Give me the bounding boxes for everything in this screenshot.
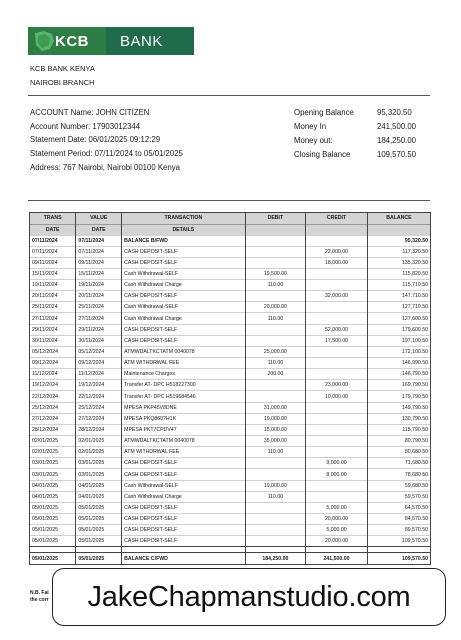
cell-credit (306, 369, 368, 380)
cell-details: CASH DEPOSIT-SELF (122, 514, 245, 525)
cell-balance: 172,100.50 (367, 346, 430, 357)
table-row (30, 436, 430, 447)
cell-details: CASH DEPOSIT-SELF (122, 324, 245, 335)
header-debit: DEBIT (245, 213, 306, 224)
summary-label: Money out: (294, 136, 333, 145)
cell-credit: 241,500.00 (306, 553, 368, 564)
cell-balance: 130,790.50 (367, 413, 430, 424)
cell-debit: 19,000.00 (245, 480, 306, 491)
cell-credit: 23,000.00 (306, 380, 368, 391)
header-blank (245, 224, 306, 235)
cell-credit (306, 424, 368, 435)
table-row (30, 335, 430, 346)
cell-balance: 115,710.50 (367, 280, 430, 291)
cell-debit (245, 246, 306, 257)
cell-details: Cash Withdrawal Charge (122, 491, 245, 502)
cell-value-date: 03/01/2025 (76, 469, 122, 480)
cell-value-date: 03/01/2025 (76, 458, 122, 469)
cell-debit (245, 514, 306, 525)
cell-value-date: 05/12/2024 (76, 346, 122, 357)
table-row (30, 246, 430, 257)
cell-trans-date: 04/01/2025 (32, 482, 58, 489)
cell-value-date: 30/11/2024 (76, 335, 122, 346)
bank-branch: NAIROBI BRANCH (30, 78, 95, 87)
cell-details: MPESA PKQ860?H1K (122, 413, 245, 424)
divider-middle (28, 200, 430, 201)
cell-balance: 109,570.50 (367, 553, 430, 564)
cell-debit: 184,250.00 (245, 553, 306, 564)
cell-debit: 110.00 (245, 280, 306, 291)
cell-value-date: 05/01/2025 (76, 553, 122, 564)
cell-trans-date: 03/01/2025 (32, 460, 58, 467)
cell-credit: 5,000.00 (306, 502, 368, 513)
cell-debit (245, 502, 306, 513)
table-row (30, 458, 430, 469)
cell-debit: 35,000.00 (245, 436, 306, 447)
cell-debit (245, 235, 306, 246)
cell-balance: 115,790.50 (367, 424, 430, 435)
table-row (30, 313, 430, 324)
cell-credit: 9,000.00 (306, 458, 368, 469)
cell-value-date: 02/01/2025 (76, 436, 122, 447)
header-blank (367, 224, 430, 235)
header-blank (306, 224, 368, 235)
cell-debit: 110.00 (245, 447, 306, 458)
cell-credit: 20,000.00 (306, 536, 368, 547)
cell-debit: 19,000.00 (245, 413, 306, 424)
cell-trans-date: 11/12/2024 (32, 371, 58, 378)
cell-credit (306, 346, 368, 357)
table-row (30, 358, 430, 369)
cell-details: ATMWDALTKCTATM 0040078 (122, 346, 245, 357)
cell-value-date: 05/01/2025 (76, 502, 122, 513)
cell-debit (245, 391, 306, 402)
opening-balance-row (30, 235, 430, 246)
cell-trans-date: 05/01/2025 (32, 504, 58, 511)
cell-trans-date: 27/11/2024 (32, 315, 58, 322)
cell-details: Cash Withdrawal-SELF (122, 302, 245, 313)
cell-trans-date: 05/01/2025 (32, 538, 58, 545)
cell-details: ATM WITHDRWAL FEE (122, 358, 245, 369)
table-row (30, 380, 430, 391)
cell-trans-date: 28/12/2024 (32, 426, 58, 433)
footnote-line: N.B. Fai (30, 590, 49, 596)
cell-debit (245, 458, 306, 469)
cell-credit (306, 302, 368, 313)
table-row (30, 447, 430, 458)
cell-debit: 31,000.00 (245, 402, 306, 413)
account-address: Address: 767 Nairobi, Nairobi 00100 Kenya (30, 162, 180, 172)
cell-value-date: 04/01/2025 (76, 480, 122, 491)
cell-credit (306, 280, 368, 291)
cell-value-date: 05/01/2025 (76, 525, 122, 536)
cell-details: CASH DEPOSIT-SELF (122, 291, 245, 302)
cell-credit (306, 268, 368, 279)
table-row (30, 480, 430, 491)
cell-trans-date: 02/01/2025 (32, 449, 58, 456)
cell-balance: 71,680.50 (367, 458, 430, 469)
cell-trans-date: 15/11/2024 (32, 270, 58, 277)
table-row (30, 302, 430, 313)
cell-credit (306, 402, 368, 413)
cell-debit (245, 469, 306, 480)
cell-trans-date: 09/11/2024 (32, 259, 58, 266)
cell-balance: 78,680.50 (367, 469, 430, 480)
statement-date: Statement Date: 06/01/2025 09:12:29 (30, 135, 161, 145)
cell-balance: 146,990.50 (367, 358, 430, 369)
cell-trans-date: 05/01/2025 (32, 527, 58, 534)
cell-value-date: 09/11/2024 (76, 257, 122, 268)
cell-details: CASH DEPOSIT-SELF (122, 458, 245, 469)
header-details: DETAILS (122, 224, 245, 235)
cell-credit (306, 436, 368, 447)
kenya-map-icon (32, 29, 56, 53)
cell-balance: 115,820.50 (367, 268, 430, 279)
cell-credit: 18,000.00 (306, 257, 368, 268)
cell-trans-date: 19/12/2024 (32, 382, 58, 389)
cell-balance: 149,790.50 (367, 402, 430, 413)
cell-details: BALANCE B/FWD (122, 235, 245, 246)
footnote (30, 590, 49, 604)
header-date: DATE (30, 224, 76, 235)
cell-debit: 20,000.00 (245, 302, 306, 313)
cell-credit (306, 358, 368, 369)
header-value: VALUE (76, 213, 122, 224)
cell-balance: 64,570.50 (367, 502, 430, 513)
summary-value: 109,570.50 (377, 150, 417, 159)
cell-value-date: 05/01/2025 (76, 514, 122, 525)
cell-credit (306, 235, 368, 246)
cell-credit: 8,000.00 (306, 469, 368, 480)
cell-balance: 80,790.50 (367, 436, 430, 447)
cell-details: ATM WITHDRWAL FEE (122, 447, 245, 458)
cell-value-date: 15/11/2024 (76, 268, 122, 279)
cell-debit (245, 257, 306, 268)
cell-details: MPESA PKT7CPDV47 (122, 424, 245, 435)
cell-balance: 127,710.50 (367, 302, 430, 313)
cell-credit (306, 491, 368, 502)
account-name: ACCOUNT Name: JOHN CITIZEN (30, 108, 150, 117)
divider-top (28, 95, 430, 96)
table-row (30, 257, 430, 268)
table-row (30, 280, 430, 291)
cell-value-date: 29/11/2024 (76, 324, 122, 335)
table-row (30, 469, 430, 480)
table-row (30, 391, 430, 402)
cell-trans-date: 25/11/2024 (32, 304, 58, 311)
cell-balance: 197,100.50 (367, 335, 430, 346)
cell-trans-date: 29/11/2024 (32, 326, 58, 333)
table-row (30, 291, 430, 302)
table-row (30, 536, 430, 547)
table-row (30, 514, 430, 525)
balance-summary (294, 106, 429, 162)
cell-value-date: 04/01/2025 (76, 491, 122, 502)
table-row (30, 491, 430, 502)
table-row (30, 525, 430, 536)
cell-credit: 5,000.00 (306, 525, 368, 536)
cell-trans-date: 05/01/2025 (32, 516, 58, 523)
cell-details: MPESA PKP45V8DNE (122, 402, 245, 413)
cell-details: BALANCE C/FWD (122, 553, 245, 564)
cell-trans-date: 04/01/2025 (32, 493, 58, 500)
cell-trans-date: 02/01/2025 (32, 438, 58, 445)
cell-debit: 19,500.00 (245, 268, 306, 279)
cell-trans-date: 05/01/2025 (30, 553, 76, 564)
cell-trans-date: 05/12/2024 (32, 348, 58, 355)
cell-details: CASH DEPOSIT-SELF (122, 469, 245, 480)
table-row (30, 346, 430, 357)
cell-credit (306, 480, 368, 491)
account-details (30, 106, 183, 175)
cell-credit: 20,000.00 (306, 514, 368, 525)
cell-debit (245, 291, 306, 302)
cell-value-date: 05/01/2025 (76, 536, 122, 547)
cell-balance: 59,570.50 (367, 491, 430, 502)
cell-balance: 89,570.50 (367, 525, 430, 536)
cell-balance: 146,790.50 (367, 369, 430, 380)
cell-debit: 15,000.00 (245, 424, 306, 435)
table-row (30, 369, 430, 380)
footnote-line: the corr (30, 597, 49, 603)
header-trans: TRANS (30, 213, 76, 224)
cell-value-date: 02/01/2025 (76, 447, 122, 458)
cell-trans-date: 22/12/2024 (32, 393, 58, 400)
cell-debit (245, 324, 306, 335)
cell-balance: 169,790.50 (367, 380, 430, 391)
cell-balance: 179,790.50 (367, 391, 430, 402)
cell-credit: 22,000.00 (306, 246, 368, 257)
summary-label: Money In (294, 122, 327, 131)
summary-label: Closing Balance (294, 150, 351, 159)
cell-trans-date: 25/12/2024 (32, 404, 58, 411)
cell-credit (306, 313, 368, 324)
cell-value-date: 25/11/2024 (76, 302, 122, 313)
bank-name: KCB BANK KENYA (30, 64, 95, 73)
cell-value-date: 27/12/2024 (76, 413, 122, 424)
cell-balance: 135,320.50 (367, 257, 430, 268)
summary-value: 184,250.00 (377, 136, 417, 145)
cell-balance: 80,680.50 (367, 447, 430, 458)
cell-details: Maintenance Charges (122, 369, 245, 380)
cell-debit: 110.00 (245, 491, 306, 502)
cell-details: Cash Withdrawal-SELF (122, 268, 245, 279)
cell-balance: 127,600.50 (367, 313, 430, 324)
cell-details: ATMWDALTKCTATM 0040078 (122, 436, 245, 447)
cell-value-date: 27/11/2024 (76, 313, 122, 324)
cell-trans-date: 20/11/2024 (32, 293, 58, 300)
cell-balance: 147,710.50 (367, 291, 430, 302)
cell-trans-date: 27/12/2024 (32, 415, 58, 422)
cell-details: CASH DEPOSIT-SELF (122, 525, 245, 536)
cell-value-date: 19/12/2024 (76, 380, 122, 391)
cell-debit (245, 380, 306, 391)
cell-debit: 110.00 (245, 313, 306, 324)
logo-emblem (28, 27, 106, 55)
summary-label: Opening Balance (294, 108, 354, 117)
summary-value: 241,500.00 (377, 122, 417, 131)
table-row (30, 324, 430, 335)
cell-trans-date: 07/11/2024 (32, 237, 58, 244)
cell-details: Cash Withdrawal-SELF (122, 480, 245, 491)
cell-details: CASH DEPOSIT-SELF (122, 335, 245, 346)
cell-details: Transfer AT- DPC H519684546 (122, 391, 245, 402)
watermark-banner: JakeChapmanstudio.com (52, 568, 446, 626)
cell-details: Transfer AT- DPC H518227300 (122, 380, 245, 391)
table-row (30, 413, 430, 424)
cell-credit (306, 447, 368, 458)
cell-value-date: 07/11/2024 (76, 235, 122, 246)
cell-trans-date: 30/11/2024 (32, 337, 58, 344)
table-row (30, 502, 430, 513)
cell-credit (306, 413, 368, 424)
logo-kcb-text: KCB (55, 32, 89, 50)
cell-value-date: 28/12/2024 (76, 424, 122, 435)
cell-details: CASH DEPOSIT-SELF (122, 246, 245, 257)
cell-credit: 52,000.00 (306, 324, 368, 335)
cell-details: Cash Withdrawal Charge (122, 313, 245, 324)
cell-details: CASH DEPOSIT-SELF (122, 536, 245, 547)
logo-bank-text: BANK (106, 27, 194, 55)
cell-details: CASH DEPOSIT-SELF (122, 502, 245, 513)
cell-value-date: 07/11/2024 (76, 246, 122, 257)
cell-credit: 10,000.00 (306, 391, 368, 402)
cell-trans-date: 19/11/2024 (32, 282, 58, 289)
cell-credit: 32,000.00 (306, 291, 368, 302)
cell-value-date: 20/11/2024 (76, 291, 122, 302)
cell-debit (245, 536, 306, 547)
table-row (30, 268, 430, 279)
cell-balance: 179,600.50 (367, 324, 430, 335)
cell-value-date: 25/12/2024 (76, 402, 122, 413)
cell-debit: 110.00 (245, 358, 306, 369)
header-balance: BALANCE (367, 213, 430, 224)
cell-debit: 25,000.00 (245, 346, 306, 357)
closing-balance-row (30, 553, 430, 564)
cell-value-date: 11/12/2024 (76, 369, 122, 380)
cell-balance: 109,570.50 (367, 536, 430, 547)
cell-value-date: 22/12/2024 (76, 391, 122, 402)
summary-value: 95,320.50 (377, 108, 412, 117)
cell-balance: 84,570.50 (367, 514, 430, 525)
header-date: DATE (76, 224, 122, 235)
cell-balance: 117,320.50 (367, 246, 430, 257)
cell-trans-date: 07/11/2024 (32, 248, 58, 255)
cell-debit (245, 525, 306, 536)
account-number: Account Number: 17903012344 (30, 121, 141, 131)
cell-details: Cash Withdrawal Charge (122, 280, 245, 291)
cell-value-date: 19/11/2024 (76, 280, 122, 291)
header-transaction: TRANSACTION (122, 213, 245, 224)
header-credit: CREDIT (306, 213, 368, 224)
table-row (30, 424, 430, 435)
cell-debit: 200.00 (245, 369, 306, 380)
table-row (30, 402, 430, 413)
cell-balance: 95,320.50 (367, 235, 430, 246)
cell-credit: 17,500.00 (306, 335, 368, 346)
cell-debit (245, 335, 306, 346)
kcb-bank-logo (28, 27, 194, 55)
cell-balance: 59,680.50 (367, 480, 430, 491)
cell-trans-date: 09/12/2024 (32, 360, 58, 367)
statement-period: Statement Period: 07/11/2024 to 05/01/2025 (30, 149, 183, 159)
bank-info (30, 62, 95, 90)
transactions-table (29, 212, 431, 565)
cell-details: CASH DEPOSIT-SELF (122, 257, 245, 268)
cell-value-date: 09/12/2024 (76, 358, 122, 369)
cell-trans-date: 03/01/2025 (32, 471, 58, 478)
